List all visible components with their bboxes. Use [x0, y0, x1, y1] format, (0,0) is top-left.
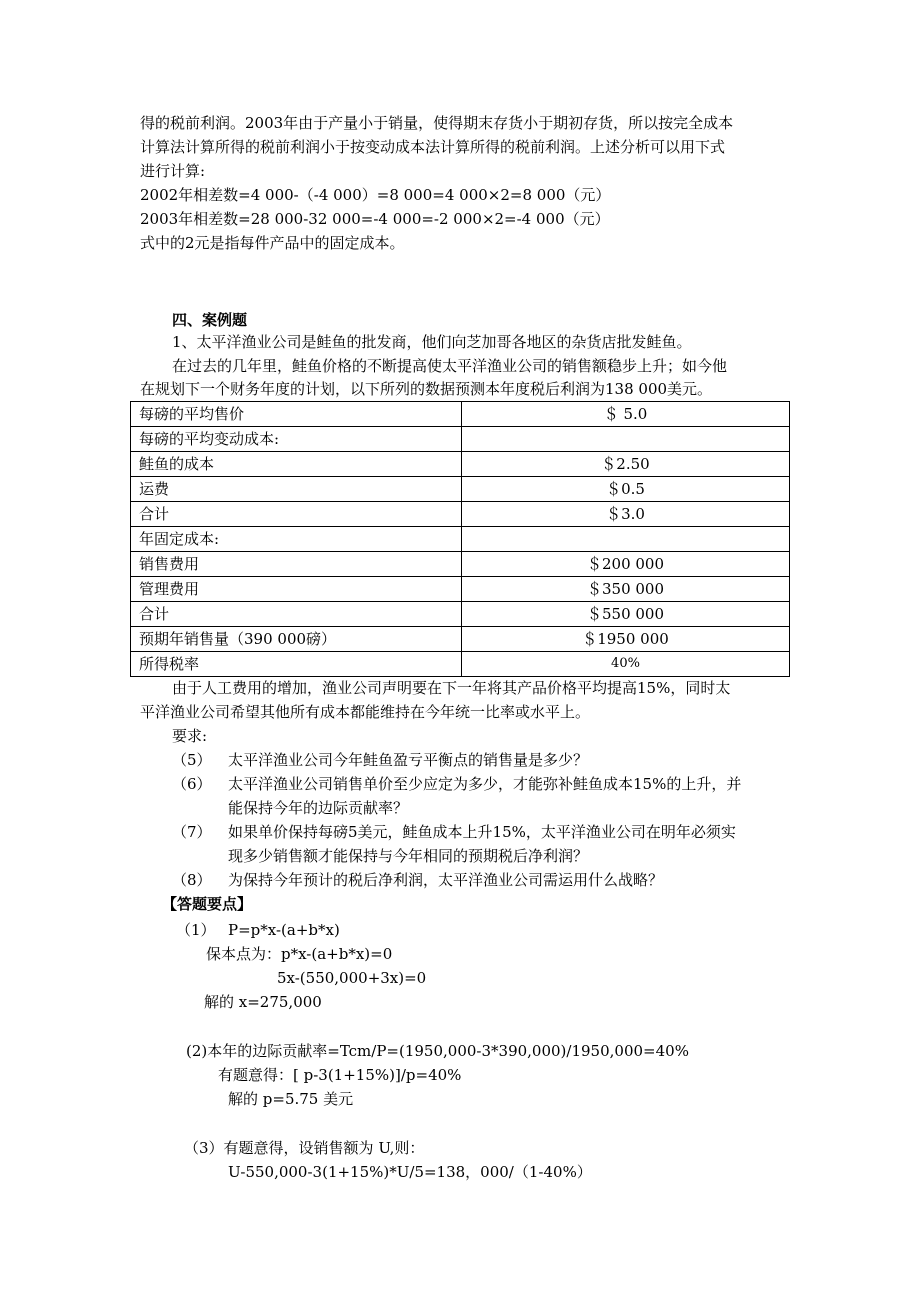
question-text: 能保持今年的边际贡献率？ — [228, 799, 409, 817]
table-value: 40% — [462, 652, 790, 677]
formula-2002: 2002年相差数=4 000-（-4 000）=8 000=4 000×2=8 000（元） — [140, 186, 611, 204]
requirements-label: 要求: — [172, 727, 208, 745]
question-text: 现多少销售额才能保持与今年相同的预期税后净利润？ — [228, 847, 589, 865]
answer-line: 保本点为：p*x-(a+b*x)=0 — [206, 945, 393, 963]
table-row — [131, 502, 790, 527]
text-line: 平洋渔业公司希望其他所有成本都能维持在今年统一比率或水平上。 — [140, 703, 591, 721]
table-value: ＄200 000 — [462, 552, 790, 577]
question-text: 如果单价保持每磅5美元，鲑鱼成本上升15%，太平洋渔业公司在明年必须实 — [228, 823, 736, 841]
table-row — [131, 552, 790, 577]
table-value: ＄1950 000 — [462, 627, 790, 652]
text-line: 得的税前利润。2003年由于产量小于销量，使得期末存货小于期初存货，所以按完全成本 — [140, 114, 734, 132]
table-label: 鲑鱼的成本 — [131, 452, 462, 477]
table-label: 每磅的平均售价 — [131, 402, 462, 427]
text-line: 式中的2元是指每件产品中的固定成本。 — [140, 234, 405, 252]
question-text: 为保持今年预计的税后净利润，太平洋渔业公司需运用什么战略？ — [228, 871, 664, 889]
answer-line: 有题意得：[ p-3(1+15%)]/p=40% — [218, 1066, 462, 1084]
answer-heading: 【答题要点】 — [162, 895, 253, 913]
table-row — [131, 627, 790, 652]
table-row — [131, 527, 790, 552]
data-table — [130, 401, 790, 677]
answer-line: (2)本年的边际贡献率=Tcm/P=(1950,000-3*390,000)/1950,000=40% — [186, 1042, 689, 1060]
table-value: ＄ 5.0 — [462, 402, 790, 427]
table-value: ＄350 000 — [462, 577, 790, 602]
table-label: 运费 — [131, 477, 462, 502]
case-intro: 在过去的几年里，鲑鱼价格的不断提高使太平洋渔业公司的销售额稳步上升；如今他 — [172, 357, 728, 375]
question-text: 太平洋渔业公司今年鲑鱼盈亏平衡点的销售量是多少？ — [228, 751, 589, 769]
table-row — [131, 652, 790, 677]
answer-line: 解的 p=5.75 美元 — [228, 1090, 354, 1108]
answer-line: （3）有题意得，设销售额为 U,则： — [184, 1139, 425, 1157]
formula-2003: 2003年相差数=28 000-32 000=-4 000=-2 000×2=-4 000（元） — [140, 210, 610, 228]
answer-line: 5x-(550,000+3x)=0 — [277, 969, 427, 987]
table-label: 销售费用 — [131, 552, 462, 577]
answer-line: U-550,000-3(1+15%)*U/5=138，000/（1-40%） — [228, 1163, 592, 1181]
question-number: （8） — [172, 871, 212, 889]
text-line: 由于人工费用的增加，渔业公司声明要在下一年将其产品价格平均提高15%，同时太 — [172, 679, 731, 697]
section-heading: 四、案例题 — [172, 311, 248, 329]
table-row — [131, 577, 790, 602]
answer-line: 解的 x=275,000 — [204, 993, 322, 1011]
answer-line: P=p*x-(a+b*x) — [228, 921, 340, 939]
table-label: 每磅的平均变动成本: — [131, 427, 462, 452]
question-number: （6） — [172, 775, 212, 793]
table-value — [462, 527, 790, 552]
table-value: ＄3.0 — [462, 502, 790, 527]
table-row — [131, 477, 790, 502]
question-number: （7） — [172, 823, 212, 841]
table-row — [131, 452, 790, 477]
table-label: 管理费用 — [131, 577, 462, 602]
table-row — [131, 602, 790, 627]
table-value: ＄550 000 — [462, 602, 790, 627]
answer-number: （1） — [176, 921, 216, 939]
table-label: 年固定成本: — [131, 527, 462, 552]
table-value: ＄2.50 — [462, 452, 790, 477]
table-label: 合计 — [131, 502, 462, 527]
case-intro: 1、太平洋渔业公司是鲑鱼的批发商，他们向芝加哥各地区的杂货店批发鲑鱼。 — [172, 333, 692, 351]
question-text: 太平洋渔业公司销售单价至少应定为多少，才能弥补鲑鱼成本15%的上升，并 — [228, 775, 742, 793]
table-value — [462, 427, 790, 452]
table-row — [131, 402, 790, 427]
table-value: ＄0.5 — [462, 477, 790, 502]
question-number: （5） — [172, 751, 212, 769]
table-label: 合计 — [131, 602, 462, 627]
table-label: 所得税率 — [131, 652, 462, 677]
table-row — [131, 427, 790, 452]
case-intro: 在规划下一个财务年度的计划，以下所列的数据预测本年度税后利润为138 000美元。 — [140, 380, 713, 398]
text-line: 计算法计算所得的税前利润小于按变动成本法计算所得的税前利润。上述分析可以用下式 — [140, 138, 726, 156]
table-label: 预期年销售量（390 000磅） — [131, 627, 462, 652]
text-line: 进行计算: — [140, 162, 206, 180]
